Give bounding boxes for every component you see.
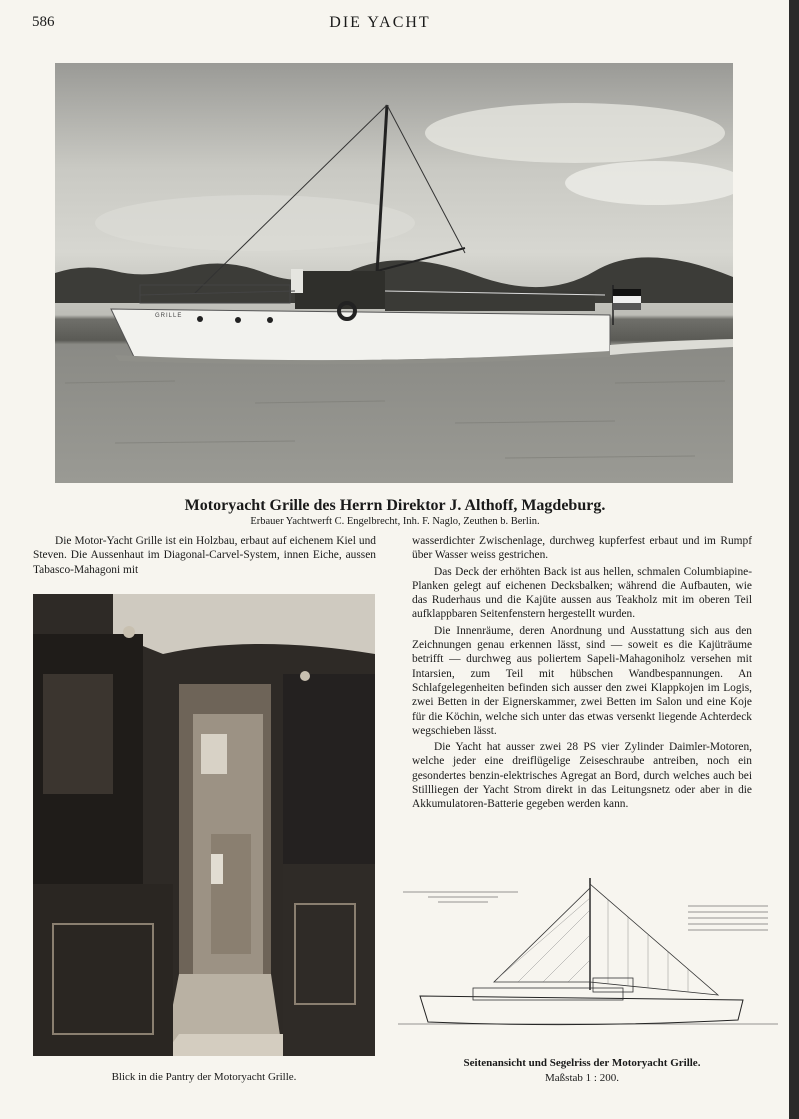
article-title: Motoryacht Grille des Herrn Direktor J. Althoff, Magdeburg.	[184, 497, 606, 514]
sail-plan-drawing	[398, 870, 778, 1040]
article-subtitle: Erbauer Yachtwerft C. Engelbrecht, Inh. F. Naglo, Zeuthen b. Berlin.	[250, 516, 540, 527]
plan-scale: Maßstab 1 : 200.	[545, 1072, 619, 1084]
right-paragraph-4: Die Yacht hat ausser zwei 28 PS vier Zylinder Daimler-Motoren, welche jeder eine dreiflügelige Zeiseschraube antreiben, noch ein gesondertes benzin-elektrisches Agregat an Bord, durch welches auch bei Stillliegen der Yacht Strom direkt in das Leitungsnetz oder aber in die Akkumulatoren-Batterie gegeben werden kann.	[412, 741, 752, 811]
hull-name-label: GRILLE	[155, 313, 183, 319]
right-column-text	[412, 534, 752, 814]
pantry-photo-drawing	[33, 594, 375, 1056]
right-paragraph-3: Die Innenräume, deren Anordnung und Ausstattung sich aus den Zeichnungen genau erkennen lässt, sind — soweit es die Kajüträume betrifft — durchweg aus poliertem Sapeli-Mahagoniholz versehen mit Intarsien, zum Teil mit hübschen Wandbespannungen. An Schlafgelegenheiten befinden sich ausser den zwei Klappkojen im Logis, zwei Betten in der Eignerskammer, zwei Betten im Salon und eine Koje für die Köchin, welche sich unter das etwas versenkt liegende Achterdeck wegschieben lässt.	[412, 624, 752, 737]
plan-caption: Seitenansicht und Segelriss der Motoryacht Grille.	[463, 1057, 701, 1069]
pantry-photo	[33, 594, 375, 1056]
left-column-text	[33, 534, 376, 577]
right-paragraph-1: wasserdichter Zwischenlage, durchweg kupferfest erbaut und im Rumpf über Wasser weiss gestrichen.	[412, 535, 752, 562]
yacht-photo-drawing	[55, 63, 733, 483]
yacht-photo	[55, 63, 733, 483]
pantry-caption: Blick in die Pantry der Motoryacht Grille.	[111, 1071, 297, 1083]
page-edge	[789, 0, 799, 1119]
sail-plan-svg	[398, 870, 778, 1040]
running-head: DIE YACHT	[329, 14, 431, 31]
right-paragraph-2: Das Deck der erhöhten Back ist aus hellen, schmalen Columbiapine-Planken gelegt auf eichenen Decksbalken; während die Aufbauten, wie das Ruderhaus und die Kajüte aussen aus Teakholz mit im oberen Teil aufklappbaren Seitenfenstern hergestellt wurden.	[412, 565, 752, 621]
left-paragraph-1: Die Motor-Yacht Grille ist ein Holzbau, erbaut auf eichenem Kiel und Steven. Die Aussenhaut im Diagonal-Carvel-System, innen Eiche, aussen Tabasco-Mahagoni mit	[33, 535, 376, 576]
page-number: 586	[32, 14, 55, 30]
